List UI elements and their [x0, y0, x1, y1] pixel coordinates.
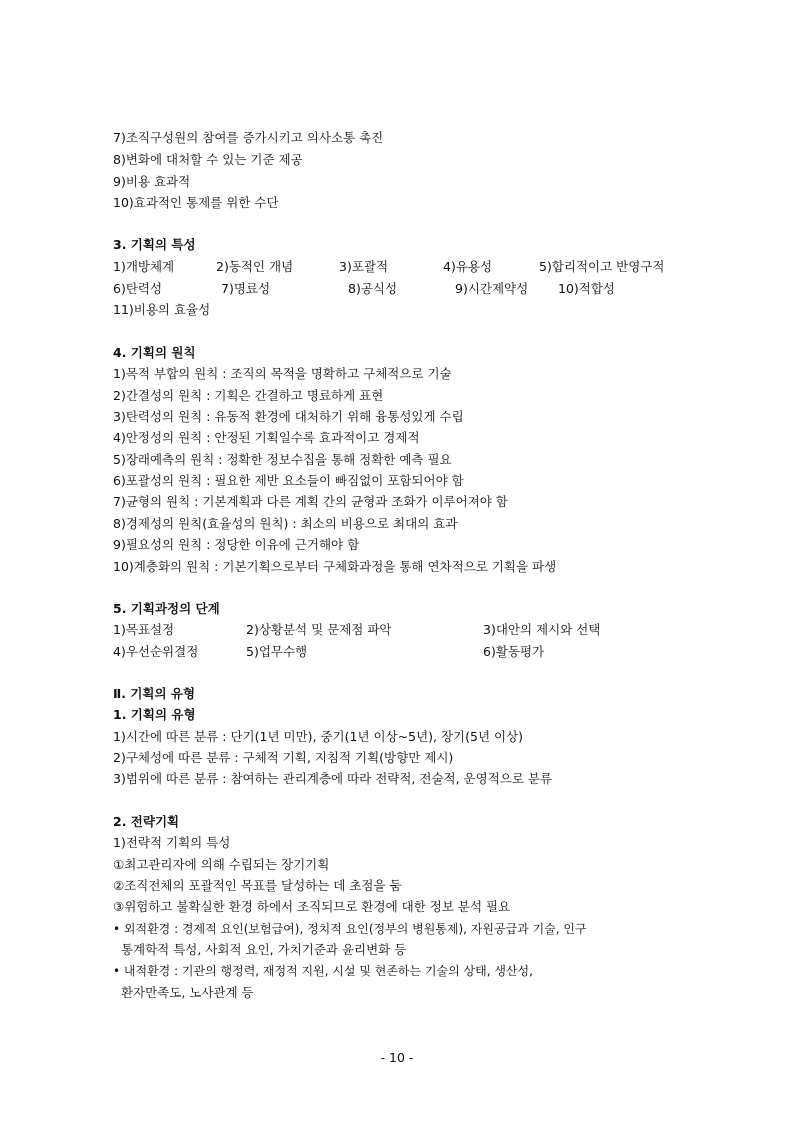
list-item: 3)대안의 제시와 선택 [483, 622, 601, 637]
list-item: 11)비용의 효율성 [113, 302, 211, 317]
list-item: 2)간결성의 원칙 : 기획은 간결하고 명료하게 표현 [113, 388, 384, 403]
list-item: 2)구체성에 따른 분류 : 구체적 기획, 지침적 기획(방향만 제시) [113, 750, 454, 765]
list-item: 3)범위에 따른 분류 : 참여하는 관리계층에 따라 전략적, 전술적, 운영적으로 분류 [113, 771, 553, 786]
list-item: • 외적환경 : 경제적 요인(보험급여), 정치적 요인(정부의 병원통제), 자원공급과 기술, 인구 [113, 922, 587, 936]
page-number: - 10 - [380, 1050, 414, 1065]
list-item: 5)합리적이고 반영구적 [539, 259, 665, 274]
list-item: 10)효과적인 통제를 위한 수단 [113, 195, 279, 210]
list-item: 9)필요성의 원칙 : 정당한 이유에 근거해야 함 [113, 537, 360, 552]
section-heading: 3. 기획의 특성 [113, 237, 196, 252]
list-item: 4)안정성의 원칙 : 안정된 기획일수록 효과적이고 경제적 [113, 430, 420, 445]
list-item: 6)활동평가 [483, 644, 545, 659]
list-item: 8)경제성의 원칙(효율성의 원칙) : 최소의 비용으로 최대의 효과 [113, 516, 458, 531]
list-item: 9)비용 효과적 [113, 174, 191, 189]
list-item: 10)적합성 [558, 281, 616, 296]
list-item: 5)업무수행 [246, 644, 308, 659]
list-item: 4)우선순위결정 [113, 644, 199, 659]
list-item: 6)포괄성의 원칙 : 필요한 제반 요소들이 빠짐없이 포함되어야 함 [113, 473, 464, 488]
list-item: 7)명료성 [221, 281, 271, 296]
list-item: ②조직전체의 포괄적인 목표를 달성하는 데 초점을 둠 [113, 878, 402, 893]
section-heading: 1. 기획의 유형 [113, 707, 196, 722]
section-heading: 5. 기획과정의 단계 [113, 601, 220, 616]
list-item: 1)목적 부합의 원칙 : 조직의 목적을 명확하고 구체적으로 기술 [113, 366, 452, 381]
list-item: 8)변화에 대처할 수 있는 기준 제공 [113, 152, 303, 167]
part-heading: Ⅱ. 기획의 유형 [113, 686, 196, 701]
list-item: 3)포괄적 [339, 259, 389, 274]
list-item: 8)공식성 [348, 281, 398, 296]
list-item: 1)개방체계 [113, 259, 175, 274]
list-item: 10)계층화의 원칙 : 기본기획으로부터 구체화과정을 통해 연차적으로 기획을 파생 [113, 559, 557, 574]
list-item: 5)장래예측의 원칙 : 정확한 정보수집을 통해 정확한 예측 필요 [113, 452, 452, 467]
list-item: 7)조직구성원의 참여를 증가시키고 의사소통 촉진 [113, 130, 384, 145]
list-item: 1)목표설정 [113, 622, 175, 637]
list-item: 4)유용성 [443, 259, 493, 274]
list-item: 2)동적인 개념 [216, 259, 294, 274]
list-item: 9)시간제약성 [455, 281, 529, 296]
section-heading: 4. 기획의 원칙 [113, 345, 196, 360]
list-item: 통계학적 특성, 사회적 요인, 가치기준과 윤리변화 등 [113, 942, 407, 957]
list-item: 6)탄력성 [113, 281, 163, 296]
list-item: 1)시간에 따른 분류 : 단기(1년 미만), 중기(1년 이상~5년), 장기(5년 이상) [113, 729, 524, 744]
list-item: ①최고관리자에 의해 수립되는 장기기획 [113, 857, 330, 872]
list-item: 7)균형의 원칙 : 기본계획과 다른 계획 간의 균형과 조화가 이루어져야 함 [113, 494, 508, 509]
list-item: 환자만족도, 노사관계 등 [113, 985, 254, 1000]
list-item: • 내적환경 : 기관의 행정력, 재정적 지원, 시설 및 현존하는 기술의 상태, 생산성, [113, 964, 533, 978]
list-item: 2)상황분석 및 문제점 파악 [246, 622, 392, 637]
list-item: ③위험하고 불확실한 환경 하에서 조직되므로 환경에 대한 정보 분석 필요 [113, 899, 511, 914]
list-item: 3)탄력성의 원칙 : 유동적 환경에 대처하기 위해 융통성있게 수립 [113, 409, 464, 424]
section-heading: 2. 전략기획 [113, 814, 180, 829]
list-item: 1)전략적 기획의 특성 [113, 835, 231, 850]
